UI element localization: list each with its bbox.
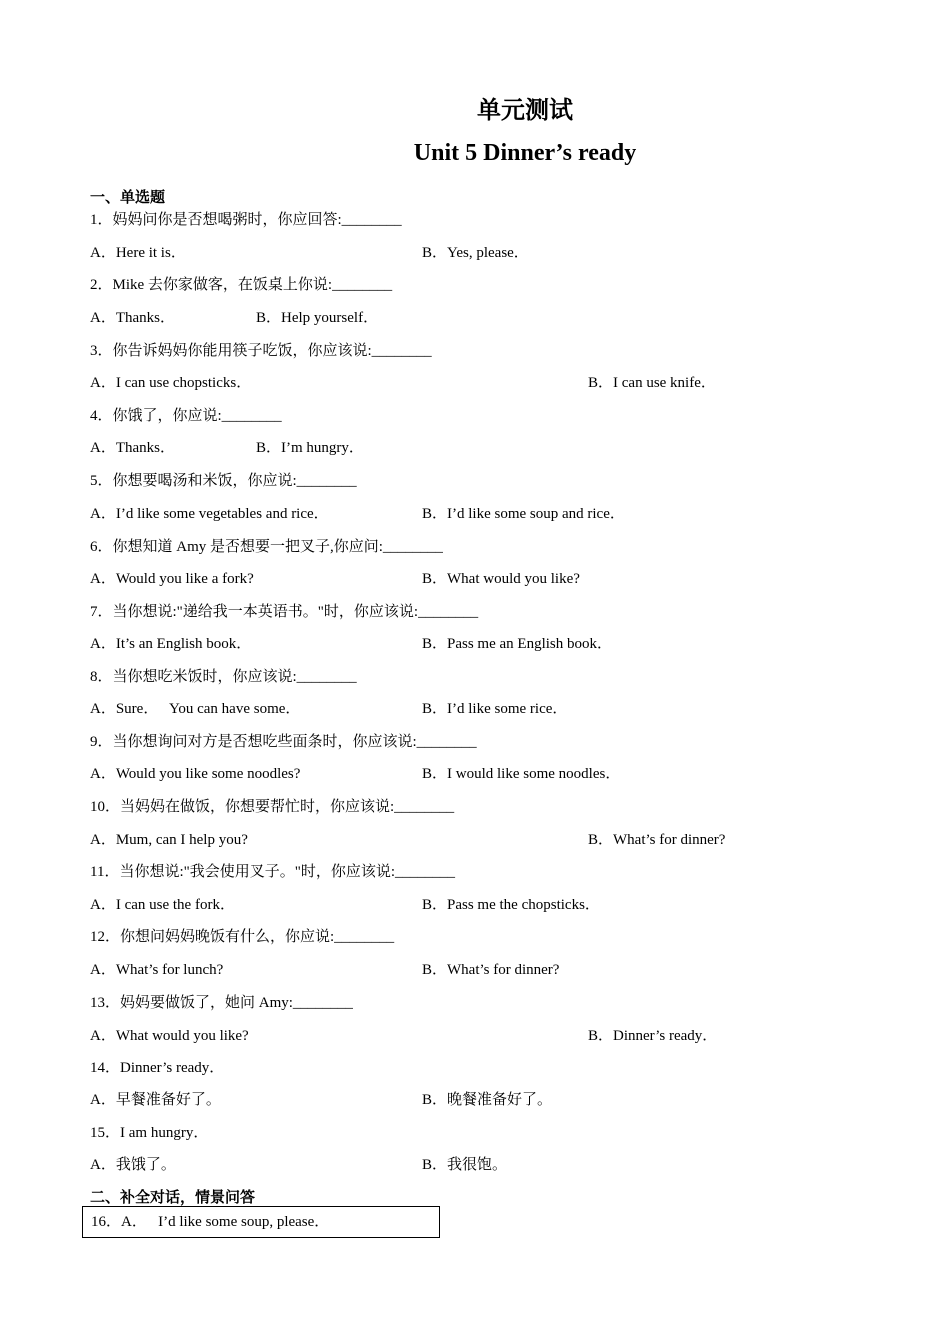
question-6-option-a: A．Would you like a fork? <box>90 571 254 587</box>
page-title: 单元测试 <box>477 98 573 124</box>
question-9-option-b: B．I would like some noodles． <box>422 766 621 782</box>
question-9: 9．当你想询问对方是否想吃些面条时，你应该说:________ <box>90 734 477 750</box>
question-1-option-a: A．Here it is． <box>90 245 186 261</box>
question-15: 15．I am hungry． <box>90 1125 209 1141</box>
question-13-option-b: B．Dinner’s ready． <box>588 1028 718 1044</box>
unit-title: Unit 5 Dinner’s ready <box>413 140 637 166</box>
question-13-option-a: A．What would you like? <box>90 1028 249 1044</box>
question-7-option-a: A．It’s an English book． <box>90 636 252 652</box>
question-1: 1．妈妈问你是否想喝粥时，你应回答:________ <box>90 212 402 228</box>
question-10: 10．当妈妈在做饭，你想要帮忙时，你应该说:________ <box>90 799 455 815</box>
question-5-option-b: B．I’d like some soup and rice． <box>422 506 625 522</box>
question-7-option-b: B．Pass me an English book． <box>422 636 612 652</box>
question-15-option-b: B．我很饱。 <box>422 1157 508 1173</box>
question-11: 11．当你想说:"我会使用叉子。"时，你应该说:________ <box>90 864 456 880</box>
question-10-option-a: A．Mum, can I help you? <box>90 832 248 848</box>
question-14-option-b: B．晚餐准备好了。 <box>422 1092 553 1108</box>
question-4: 4．你饿了，你应说:________ <box>90 408 282 424</box>
question-4-option-b: B．I’m hungry． <box>256 440 364 456</box>
question-11-option-a: A．I can use the fork． <box>90 897 235 913</box>
section-heading-dialogue: 二、补全对话，情景问答 <box>90 1190 256 1206</box>
question-13: 13．妈妈要做饭了，她问 Amy:________ <box>90 995 353 1011</box>
question-5: 5．你想要喝汤和米饭，你应说:________ <box>90 473 357 489</box>
section-heading-single-choice: 一、单选题 <box>90 190 166 206</box>
question-4-option-a: A．Thanks． <box>90 440 175 456</box>
question-8-option-b: B．I’d like some rice． <box>422 701 568 717</box>
question-9-option-a: A．Would you like some noodles? <box>90 766 301 782</box>
question-12-option-b: B．What’s for dinner? <box>422 962 560 978</box>
question-8: 8．当你想吃米饭时，你应该说:________ <box>90 669 357 685</box>
question-3: 3．你告诉妈妈你能用筷子吃饭，你应该说:________ <box>90 343 432 359</box>
question-5-option-a: A．I’d like some vegetables and rice． <box>90 506 329 522</box>
question-3-option-b: B．I can use knife． <box>588 375 716 391</box>
question-2-option-a: A．Thanks． <box>90 310 175 326</box>
question-7: 7．当你想说:"递给我一本英语书。"时，你应该说:________ <box>90 604 479 620</box>
question-15-option-a: A．我饿了。 <box>90 1157 176 1173</box>
question-14: 14．Dinner’s ready． <box>90 1060 225 1076</box>
question-11-option-b: B．Pass me the chopsticks． <box>422 897 600 913</box>
dialogue-item-16: 16．A． I’d like some soup, please． <box>91 1214 330 1230</box>
question-12-option-a: A．What’s for lunch? <box>90 962 224 978</box>
question-12: 12．你想问妈妈晚饭有什么，你应说:________ <box>90 929 395 945</box>
dialogue-table-cell <box>82 1206 440 1238</box>
question-2-option-b: B．Help yourself． <box>256 310 379 326</box>
question-3-option-a: A．I can use chopsticks． <box>90 375 252 391</box>
question-6: 6．你想知道 Amy 是否想要一把叉子,你应问:________ <box>90 539 443 555</box>
question-10-option-b: B．What’s for dinner? <box>588 832 726 848</box>
question-8-option-a: A．Sure． You can have some． <box>90 701 301 717</box>
question-6-option-b: B．What would you like? <box>422 571 580 587</box>
question-14-option-a: A．早餐准备好了。 <box>90 1092 221 1108</box>
question-1-option-b: B．Yes, please． <box>422 245 529 261</box>
question-2: 2．Mike 去你家做客，在饭桌上你说:________ <box>90 277 393 293</box>
